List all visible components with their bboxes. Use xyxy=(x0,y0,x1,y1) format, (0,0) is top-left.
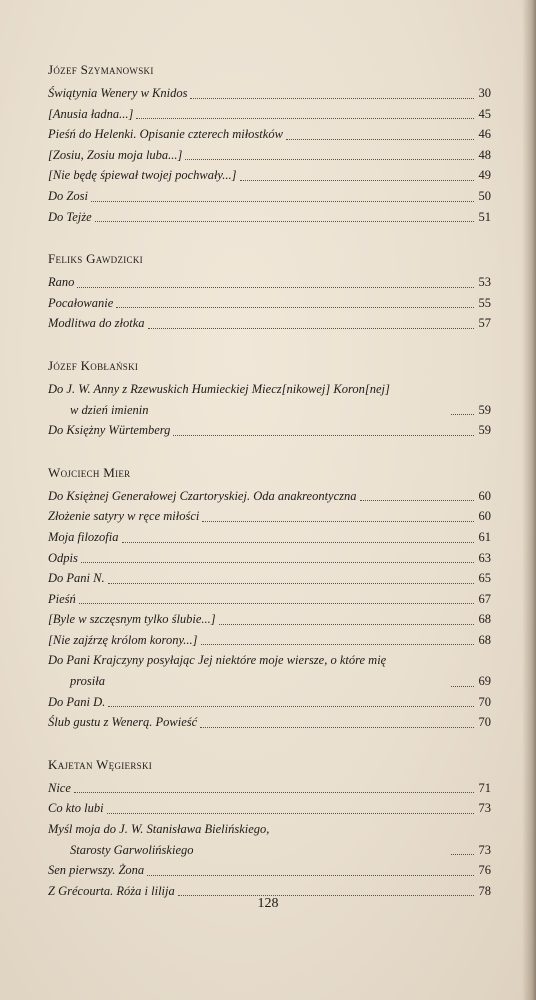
entry-title: Pieśń xyxy=(48,591,76,606)
dot-leader xyxy=(185,159,474,160)
entry-page-number: 60 xyxy=(478,509,491,524)
entry-page-number: 78 xyxy=(478,883,491,898)
toc-entry xyxy=(48,379,491,420)
dot-leader xyxy=(190,98,474,99)
entry-title: Złożenie satyry w ręce miłości xyxy=(48,509,200,524)
entry-title: Co kto lubi xyxy=(48,801,104,816)
entry-page-number: 73 xyxy=(478,842,491,857)
entry-title-line2: Starosty Garwolińskiego xyxy=(70,842,194,857)
entry-title: Nice xyxy=(48,780,71,795)
entry-title: Modlitwa do złotka xyxy=(48,316,145,331)
toc-entry xyxy=(48,165,491,186)
entry-title: Do Zosi xyxy=(48,188,88,203)
entry-title: Moja filozofia xyxy=(48,529,119,544)
toc-entry xyxy=(48,527,491,548)
toc-section xyxy=(48,757,491,902)
entry-page-number: 59 xyxy=(478,402,491,417)
dot-leader xyxy=(286,139,474,140)
toc-entry xyxy=(48,712,491,733)
entry-page-number: 45 xyxy=(478,106,491,121)
dot-leader xyxy=(200,727,474,728)
dot-leader xyxy=(148,328,474,329)
entry-page-number: 30 xyxy=(478,86,491,100)
author-heading: Kajetan Węgierski xyxy=(48,756,153,772)
entry-title: Do Księżny Würtemberg xyxy=(48,423,171,438)
author-heading: Józef Kobłański xyxy=(48,357,139,373)
entry-title: [Nie zajźrzę królom korony...] xyxy=(48,632,198,647)
entry-title-line1: Myśl moja do J. W. Stanisława Bielińskiego, xyxy=(48,822,270,837)
dot-leader xyxy=(173,435,474,436)
entry-page-number: 68 xyxy=(478,612,491,627)
page-edge-shadow xyxy=(522,0,536,1000)
toc-entry xyxy=(48,568,491,589)
toc-entry xyxy=(48,293,491,314)
toc-section xyxy=(48,465,491,733)
page-number: 128 xyxy=(257,896,279,911)
toc-section xyxy=(48,251,491,334)
entry-page-number: 76 xyxy=(478,863,491,878)
toc-entry xyxy=(48,104,491,125)
dot-leader xyxy=(136,118,474,119)
entry-page-number: 57 xyxy=(478,316,491,331)
entry-title-line2: prosiła xyxy=(70,674,105,689)
dot-leader xyxy=(240,180,474,181)
toc-entry xyxy=(48,630,491,651)
entry-title: Do Pani D. xyxy=(48,694,106,709)
entry-title-line2: w dzień imienin xyxy=(70,402,149,417)
toc-entry xyxy=(48,798,491,819)
entry-title-line1: Do J. W. Anny z Rzewuskich Humieckiej Miecz[nikowej] Koron[nej] xyxy=(48,381,390,396)
dot-leader xyxy=(95,221,474,222)
toc-entry xyxy=(48,83,491,104)
entry-page-number: 65 xyxy=(478,571,491,586)
dot-leader xyxy=(107,813,474,814)
entry-title: [Zosiu, Zosiu moja luba...] xyxy=(48,147,183,162)
entry-page-number: 69 xyxy=(478,674,491,689)
entry-page-number: 63 xyxy=(478,550,491,565)
toc-entry xyxy=(48,548,491,569)
entry-title: [Anusia ładna...] xyxy=(48,106,134,121)
entry-title: [Byle w szczęsnym tylko ślubie...] xyxy=(48,612,216,627)
entry-page-number: 59 xyxy=(478,423,491,438)
entry-title xyxy=(48,819,448,860)
entry-title: Do Księżnej Generałowej Czartoryskiej. Oda anakreontyczna xyxy=(48,488,357,503)
toc-section xyxy=(48,62,491,227)
toc-entry xyxy=(48,420,491,441)
entry-page-number: 46 xyxy=(478,127,491,142)
entry-page-number: 55 xyxy=(478,295,491,310)
dot-leader xyxy=(74,792,474,793)
entry-title xyxy=(48,379,448,420)
entry-page-number: 53 xyxy=(478,275,491,290)
dot-leader xyxy=(451,686,474,687)
entry-title: Rano xyxy=(48,275,75,290)
entry-title: Świątynia Wenery w Knidos xyxy=(48,86,188,100)
dot-leader xyxy=(77,287,474,288)
author-heading: Wojciech Mier xyxy=(48,464,131,480)
entry-title: Pocałowanie xyxy=(48,295,114,310)
entry-page-number: 68 xyxy=(478,632,491,647)
toc-entry xyxy=(48,692,491,713)
entry-title: Do Tejże xyxy=(48,209,92,224)
entry-title-line1: Do Pani Krajczyny posyłając Jej niektóre moje wiersze, o które mię xyxy=(48,653,387,668)
table-of-contents xyxy=(48,62,491,925)
toc-entry xyxy=(48,145,491,166)
toc-entry xyxy=(48,860,491,881)
entry-title xyxy=(48,650,448,691)
toc-section xyxy=(48,358,491,441)
dot-leader xyxy=(360,500,474,501)
toc-entry xyxy=(48,207,491,228)
toc-entry xyxy=(48,186,491,207)
dot-leader xyxy=(108,706,474,707)
dot-leader xyxy=(108,583,474,584)
entry-page-number: 48 xyxy=(478,147,491,162)
toc-entry xyxy=(48,313,491,334)
dot-leader xyxy=(451,854,474,855)
entry-title: Do Pani N. xyxy=(48,571,105,586)
entry-page-number: 49 xyxy=(478,168,491,183)
toc-entry xyxy=(48,650,491,691)
toc-entry xyxy=(48,486,491,507)
entry-page-number: 50 xyxy=(478,188,491,203)
dot-leader xyxy=(122,542,475,543)
entry-title: Ślub gustu z Wenerą. Powieść xyxy=(48,715,198,730)
dot-leader xyxy=(91,201,474,202)
dot-leader xyxy=(202,521,474,522)
entry-title: [Nie będę śpiewał twojej pochwały...] xyxy=(48,168,237,183)
toc-entry xyxy=(48,124,491,145)
entry-page-number: 61 xyxy=(478,529,491,544)
entry-page-number: 73 xyxy=(478,801,491,816)
dot-leader xyxy=(81,562,474,563)
entry-title: Odpis xyxy=(48,550,78,565)
dot-leader xyxy=(451,414,474,415)
entry-page-number: 60 xyxy=(478,488,491,503)
entry-title: Z Grécourta. Róża i lilija xyxy=(48,883,175,898)
toc-entry xyxy=(48,609,491,630)
dot-leader xyxy=(219,624,474,625)
entry-title: Sen pierwszy. Żona xyxy=(48,863,145,878)
toc-entry xyxy=(48,589,491,610)
toc-entry xyxy=(48,506,491,527)
entry-page-number: 71 xyxy=(478,780,491,795)
dot-leader xyxy=(147,875,474,876)
entry-page-number: 67 xyxy=(478,591,491,606)
dot-leader xyxy=(116,307,474,308)
toc-entry xyxy=(48,778,491,799)
toc-entry xyxy=(48,819,491,860)
entry-page-number: 51 xyxy=(478,209,491,224)
entry-title: Pieśń do Helenki. Opisanie czterech miłostków xyxy=(48,127,283,142)
toc-entry xyxy=(48,272,491,293)
author-heading: Józef Szymanowski xyxy=(48,62,154,77)
entry-page-number: 70 xyxy=(478,715,491,730)
dot-leader xyxy=(79,603,474,604)
dot-leader xyxy=(201,644,474,645)
author-heading: Feliks Gawdzicki xyxy=(48,251,143,267)
entry-page-number: 70 xyxy=(478,694,491,709)
